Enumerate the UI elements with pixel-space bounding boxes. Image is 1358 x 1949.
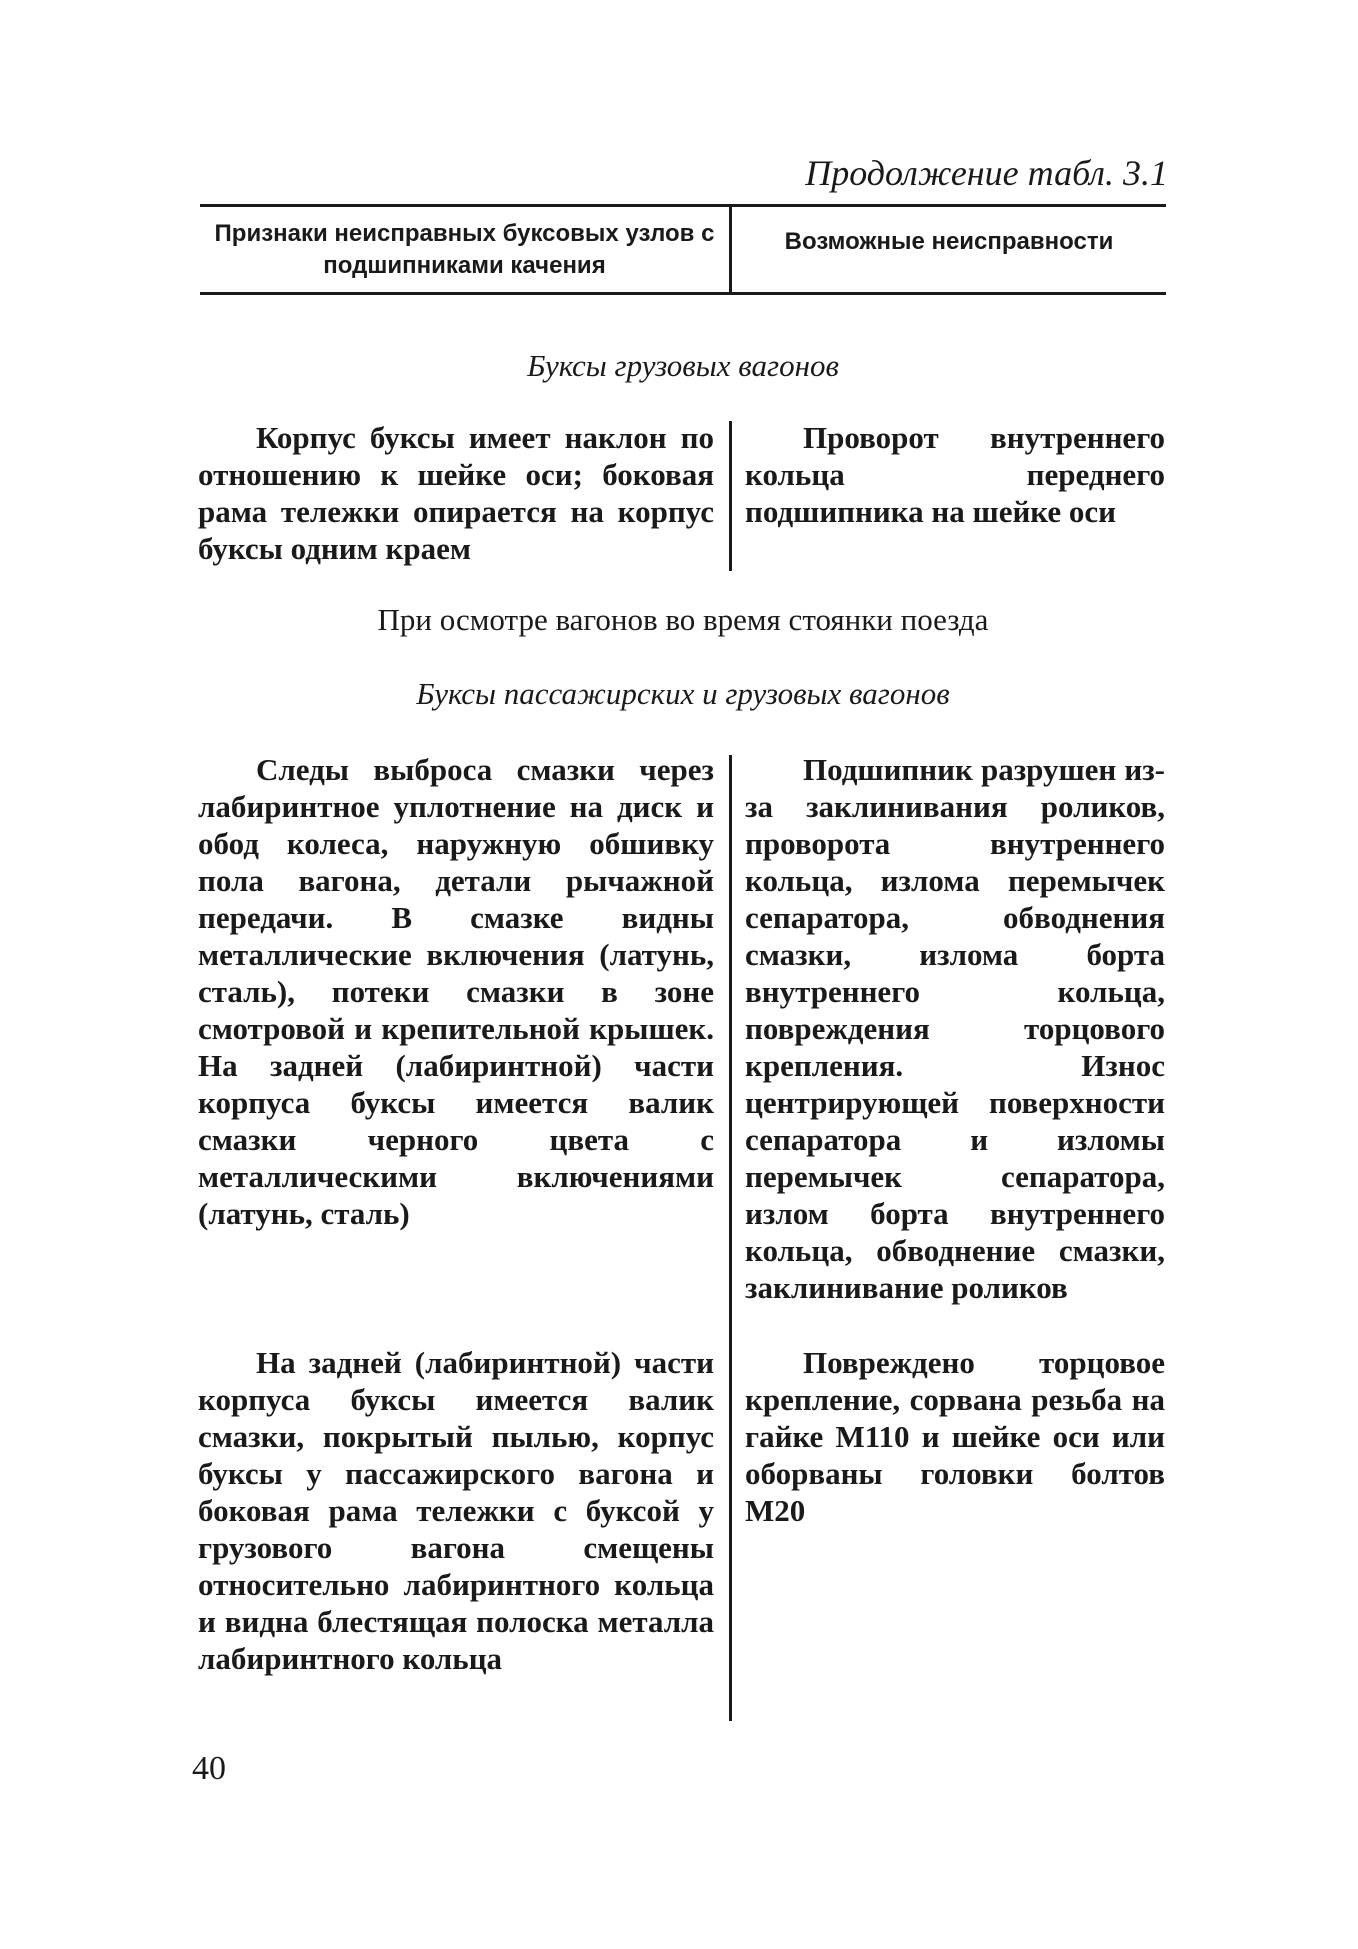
- section-inspection: При осмотре вагонов во время стоянки поезда: [377, 602, 989, 637]
- section-passenger-freight-boxes: Буксы пассажирских и грузовых вагонов: [416, 676, 950, 711]
- row3-sign: На задней (лабиринтной) части корпуса буксы имеется валик смазки, покрытый пылью, корпус буксы у пассажирского вагона и боковая рама тележки с буксой у грузового вагона смещены относительно лабиринтного кольца и видна блестящая полоска металла лабиринтного кольца: [198, 1345, 714, 1676]
- row1-fault: Проворот внутреннего кольца переднего подшипника на шейке оси: [745, 420, 1165, 529]
- row2-sign: Следы выброса смазки через лабиринтное уплотнение на диск и обод колеса, наружную обшивку пола вагона, детали рычажной передачи. В смазке видны металлические включения (латунь, сталь), потеки смазки в зоне смотровой и крепительной крышек. На задней (лабиринтной) части корпуса буксы имеется валик смазки черного цвета с металлическими включениями (латунь, сталь): [198, 752, 714, 1231]
- body-column-divider: [729, 755, 732, 1721]
- table-continuation-caption: Продолжение табл. 3.1: [805, 153, 1168, 193]
- table-top-rule: [200, 204, 1166, 207]
- row1-sign: Корпус буксы имеет наклон по отношению к шейке оси; боковая рама тележки опирается на корпус буксы одним краем: [198, 420, 714, 566]
- header-signs: Признаки неисправных буксовых узлов с подшипниками качения: [214, 220, 715, 279]
- page-number: 40: [192, 1750, 226, 1787]
- row2-fault: Подшипник разрушен из-за заклинивания роликов, проворота внутреннего кольца, излома перемычек сепаратора, обводнения смазки, излома борта внутреннего кольца, повреждения торцового крепления. Износ центрирующей поверхности сепаратора и изломы перемычек сепаратора, излом борта внутреннего кольца, обводнение смазки, заклинивание роликов: [745, 752, 1165, 1305]
- section-freight-boxes: Буксы грузовых вагонов: [527, 348, 839, 383]
- table-header-bottom-rule: [200, 292, 1166, 295]
- row3-fault: Повреждено торцовое крепление, сорвана резьба на гайке М110 и шейке оси или оборваны головки болтов М20: [745, 1345, 1165, 1528]
- header-faults: Возможные неисправности: [784, 228, 1114, 255]
- row1-column-divider: [729, 421, 732, 571]
